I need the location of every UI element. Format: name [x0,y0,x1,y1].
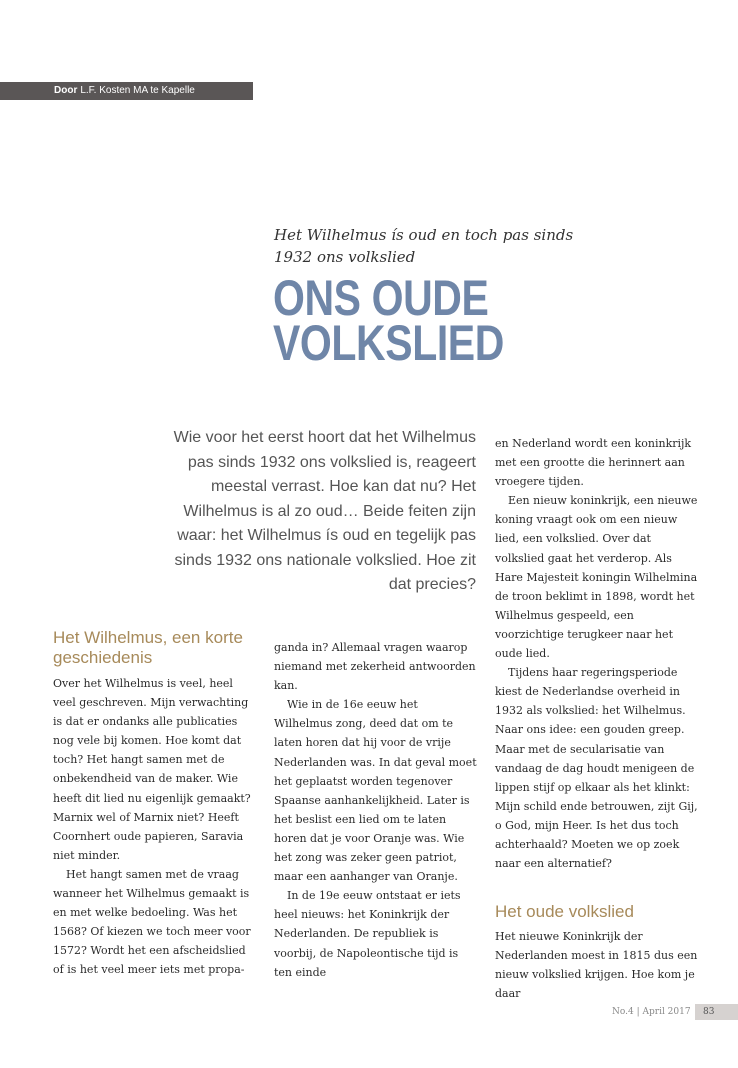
paragraph: en Nederland wordt een koninkrijk met een grootte die herinnert aan vroegere tijden. [495,437,692,489]
paragraph: Het hangt samen met de vraag wanneer het Wilhelmus gemaakt is en met welke bedoeling. Was het 1568? Of kiezen we toch meer voor 1572? Wordt het een afscheidslied of is het veel meer iets met propa- [53,867,251,977]
paragraph: Een nieuw koninkrijk, een nieuwe koning vraagt ook om een nieuw lied, een volkslied. Over dat volkslied gaat het verderop. Als Hare Majesteit koningin Wilhelmina de troon beklimt in 1898, wordt het Wilhelmus gespeeld, een voorzichtige terugkeer naar het oude lied. [495,494,698,661]
page-number: 83 [695,1004,738,1020]
paragraph: Tijdens haar regeringsperiode kiest de Nederlandse overheid in 1932 als volkslied: het Wilhelmus. Naar ons idee: een gouden greep. Maar met de secularisatie van vandaag de dag houdt menigeen de lippen stijf op elkaar als het klinkt: Mijn schild ende betrouwen, zijt Gij, o God, mijn Heer. Is het dus toch achterhaald? Moeten we op zoek naar een alternatief? [495,666,698,871]
footer-issue: No.4 [612,1007,634,1017]
paragraph: In de 19e eeuw ontstaat er iets heel nieuws: het Koninkrijk der Nederlanden. De republiek is voorbij, de Napoleontische tijd is ten einde [274,889,461,979]
section-heading-old-anthem: Het oude volkslied [495,902,634,922]
paragraph: ganda in? Allemaal vragen waarop niemand met zekerheid antwoorden kan. [274,641,476,693]
byline-bar [0,82,253,100]
article-intro: Wie voor het eerst hoort dat het Wilhelmus pas sinds 1932 ons volkslied is, reageert meestal verrast. Hoe kan dat nu? Het Wilhelmus is al zo oud… Beide feiten zijn waar: het Wilhelmus ís oud en tegelijk pas sinds 1932 ons nationale volkslied. Hoe zit dat precies? [173,429,476,593]
text-column-3 [495,434,699,1004]
title-line-1: ONS OUDE [273,270,489,326]
paragraph: Wie in de 16e eeuw het Wilhelmus zong, deed dat om te laten horen dat hij voor de vrije Nederlanden was. In dat geval moet het geplaatst worden tegenover Spaanse aanhankelijkheid. Later is het beslist een lied om te laten horen dat je voor Oranje was. Wie het zong was zeker geen patriot, maar een aanhanger van Oranje. [274,698,477,884]
section-heading-history: Het Wilhelmus, een korte geschiedenis [53,628,243,667]
byline-prefix: Door [54,85,78,96]
footer-issue-info: No.4 | April 2017 [612,1007,691,1017]
text-column-1 [53,628,257,980]
text-column-2 [274,638,478,982]
byline-author: L.F. Kosten MA te Kapelle [80,85,195,96]
paragraph: Over het Wilhelmus is veel, heel veel geschreven. Mijn verwachting is dat er ondanks alle publicaties nog vele bij komen. Hoe komt dat toch? Het hangt samen met de onbekendheid van de maker. Wie heeft dit lied nu eigenlijk gemaakt? Marnix wel of Marnix niet? Heeft Coornhert oude papieren, Saravia niet minder. [53,677,251,862]
article-subtitle: Het Wilhelmus ís oud en toch pas sinds 1932 ons volkslied [274,226,574,266]
title-line-2: VOLKSLIED [273,315,504,371]
article-title [273,270,504,371]
footer-date: April 2017 [642,1007,691,1017]
paragraph: Het nieuwe Koninkrijk der Nederlanden moest in 1815 dus een nieuw volkslied krijgen. Hoe kom je daar [495,930,698,1001]
